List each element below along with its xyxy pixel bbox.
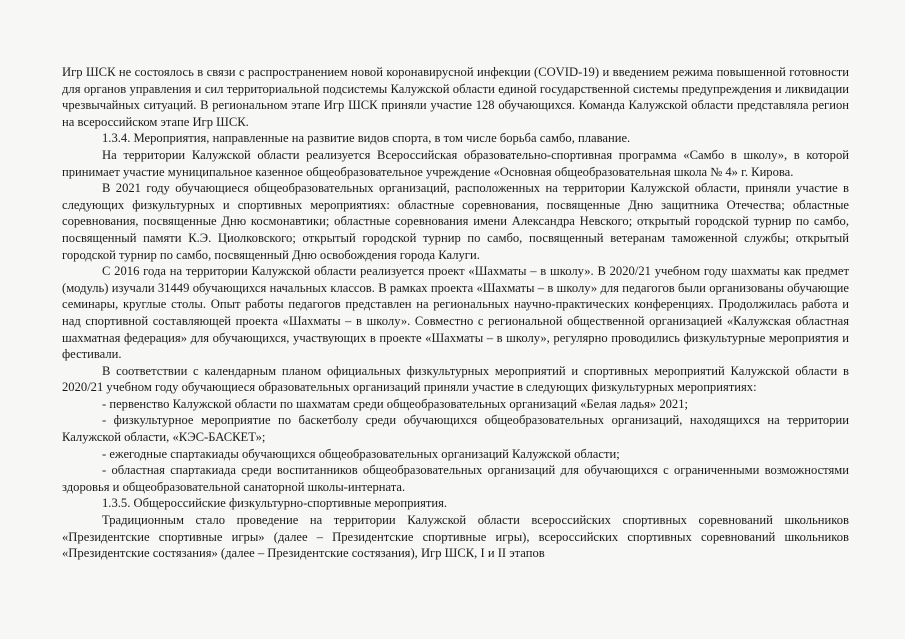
section-heading-1-3-5: 1.3.5. Общероссийские физкультурно-спортивные мероприятия. xyxy=(102,496,448,511)
paragraph-chess: С 2016 года на территории Калужской области реализуется проект «Шахматы – в школу». В 2020/21 учебном году шахматы как предмет (модуль) изучали 31449 обучающихся начальных классов. В рамках проекта «Шахматы – в школу» для педагогов были организованы обучающие семинары, круглые столы. Опыт работы педагогов представлен на региональных научно-практических конференциях. Продолжилась работа и над спортивной составляющей проекта «Шахматы – в школу». Совместно с региональной общественной организацией «Калужская областная шахматная федерация» для обучающихся, участвующих в проекте «Шахматы – в школу», регулярно проводились физкультурные мероприятия и фестивали. xyxy=(62,264,849,362)
paragraph-2021-events: В 2021 году обучающиеся общеобразовательных организаций, расположенных на территории Калужской области, приняли участие в следующих физкультурных и спортивных мероприятиях: областные соревнования, посвященные Дню защитника Отечества; областные соревнования, посвященные Дню космонавтики; областные соревнования имени Александра Невского; открытый городской турнир по самбо, посвященный памяти К.Э. Циолковского; открытый городской турнир по самбо, посвященный ветеранам таможенной службы; открытый городской турнир по самбо, посвященный Дню освобождения города Калуги. xyxy=(62,181,849,262)
paragraph-sambo: На территории Калужской области реализуется Всероссийская образовательно-спортивная программа «Самбо в школу», в которой принимает участие муниципальное казенное общеобразовательное учреждение «Основная общеобразовательная школа № 4» г. Кирова. xyxy=(62,147,849,179)
paragraph-final: Традиционным стало проведение на территории Калужской области всероссийских спортивных соревнований школьников «Президентские спортивные игры» (далее – Президентские спортивные игры), всероссийских спортивных соревнований школьников «Президентские состязания» (далее – Президентские состязания), Игр ШСК, I и II этапов xyxy=(62,513,849,561)
list-item: - областная спартакиада среди воспитанников общеобразовательных организаций для обучающихся с ограниченными возможностями здоровья и общеобразовательной санаторной школы-интерната. xyxy=(62,463,849,494)
paragraph-intro: Игр ШСК не состоялось в связи с распространением новой коронавирусной инфекции (COVID-19) и введением режима повышенной готовности для органов управления и сил территориальной подсистемы Калужской области единой государственной системы предупреждения и ликвидации чрезвычайных ситуаций. В региональном этапе Игр ШСК приняли участие 128 обучающихся. Команда Калужской области представляла регион на всероссийском этапе Игр ШСК. xyxy=(62,65,849,129)
section-heading-1-3-4: 1.3.4. Мероприятия, направленные на развитие видов спорта, в том числе борьба самбо, плавание. xyxy=(102,131,631,146)
list-item: - ежегодные спартакиады обучающихся общеобразовательных организаций Калужской области; xyxy=(102,446,620,461)
list-item: - первенство Калужской области по шахматам среди общеобразовательных организаций «Белая ладья» 2021; xyxy=(102,396,689,411)
list-item: - физкультурное мероприятие по баскетболу среди обучающихся общеобразовательных организаций, находящихся на территории Калужской области, «КЭС-БАСКЕТ»; xyxy=(62,413,849,445)
paragraph-calendar: В соответствии с календарным планом официальных физкультурных мероприятий и спортивных мероприятий Калужской области в 2020/21 учебном году обучающиеся образовательных организаций приняли участие в следующих физкультурных мероприятиях: xyxy=(62,363,849,395)
